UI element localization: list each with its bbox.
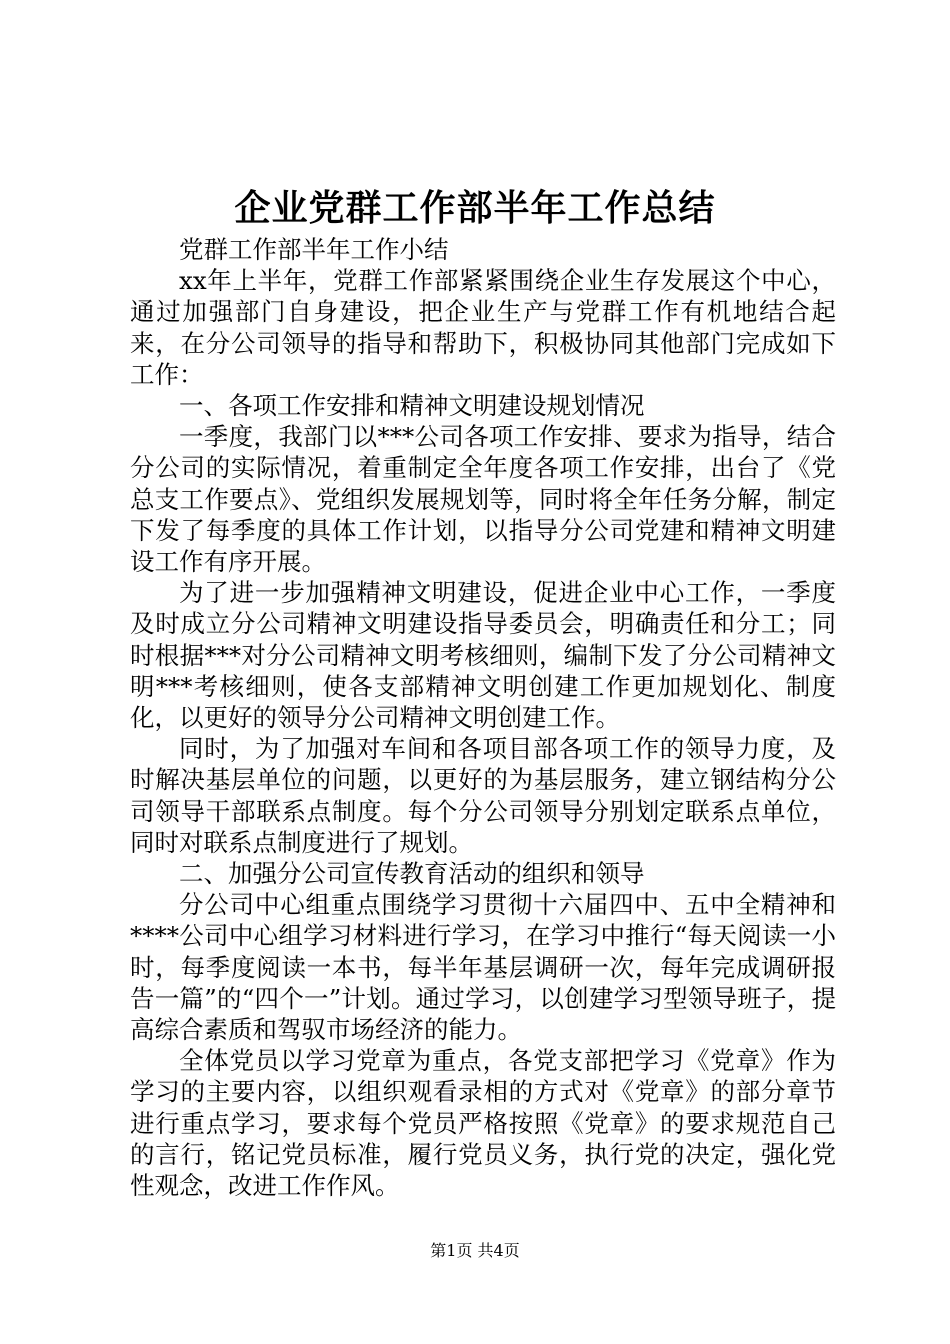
document-title: 企业党群工作部半年工作总结 xyxy=(234,187,716,229)
section-heading-1: 一、各项工作安排和精神文明建设规划情况 xyxy=(179,391,645,421)
page-footer: 第1页 共4页 xyxy=(430,1241,520,1260)
paragraph: 同时，为了加强对车间和各项目部各项工作的领导力度，及时解决基层单位的问题，以更好的为基层服务，建立钢结构分公司领导干部联系点制度。每个分公司领导分别划定联系点单位，同时对联系点制度进行了规划。 xyxy=(130,734,836,857)
paragraph-subtitle: 党群工作部半年工作小结 xyxy=(179,235,449,264)
paragraph: 分公司中心组重点围绕学习贯彻十六届四中、五中全精神和****公司中心组学习材料进行学习，在学习中推行“每天阅读一小时，每季度阅读一本书，每半年基层调研一次，每年完成调研报告一篇”的“四个一”计划。通过学习，以创建学习型领导班子，提高综合素质和驾驭市场经济的能力。 xyxy=(130,890,836,1045)
document-body xyxy=(130,234,836,1201)
paragraph-intro: xx年上半年，党群工作部紧紧围绕企业生存发展这个中心，通过加强部门自身建设，把企业生产与党群工作有机地结合起来，在分公司领导的指导和帮助下，积极协同其他部门完成如下工作： xyxy=(130,266,836,389)
paragraph: 全体党员以学习党章为重点，各党支部把学习《党章》作为学习的主要内容，以组织观看录相的方式对《党章》的部分章节进行重点学习，要求每个党员严格按照《党章》的要求规范自己的言行，铭记党员标准，履行党员义务，执行党的决定，强化党性观念，改进工作作风。 xyxy=(130,1046,836,1201)
paragraph: 为了进一步加强精神文明建设，促进企业中心工作，一季度及时成立分公司精神文明建设指导委员会，明确责任和分工；同时根据***对分公司精神文明考核细则，编制下发了分公司精神文明***考核细则，使各支部精神文明创建工作更加规划化、制度化，以更好的领导分公司精神文明创建工作。 xyxy=(130,578,836,733)
paragraph: 一季度，我部门以***公司各项工作安排、要求为指导，结合分公司的实际情况，着重制定全年度各项工作安排，出台了《党总支工作要点》、党组织发展规划等，同时将全年任务分解，制定下发了每季度的具体工作计划，以指导分公司党建和精神文明建设工作有序开展。 xyxy=(130,422,836,577)
section-heading-2: 二、加强分公司宣传教育活动的组织和领导 xyxy=(179,859,645,889)
